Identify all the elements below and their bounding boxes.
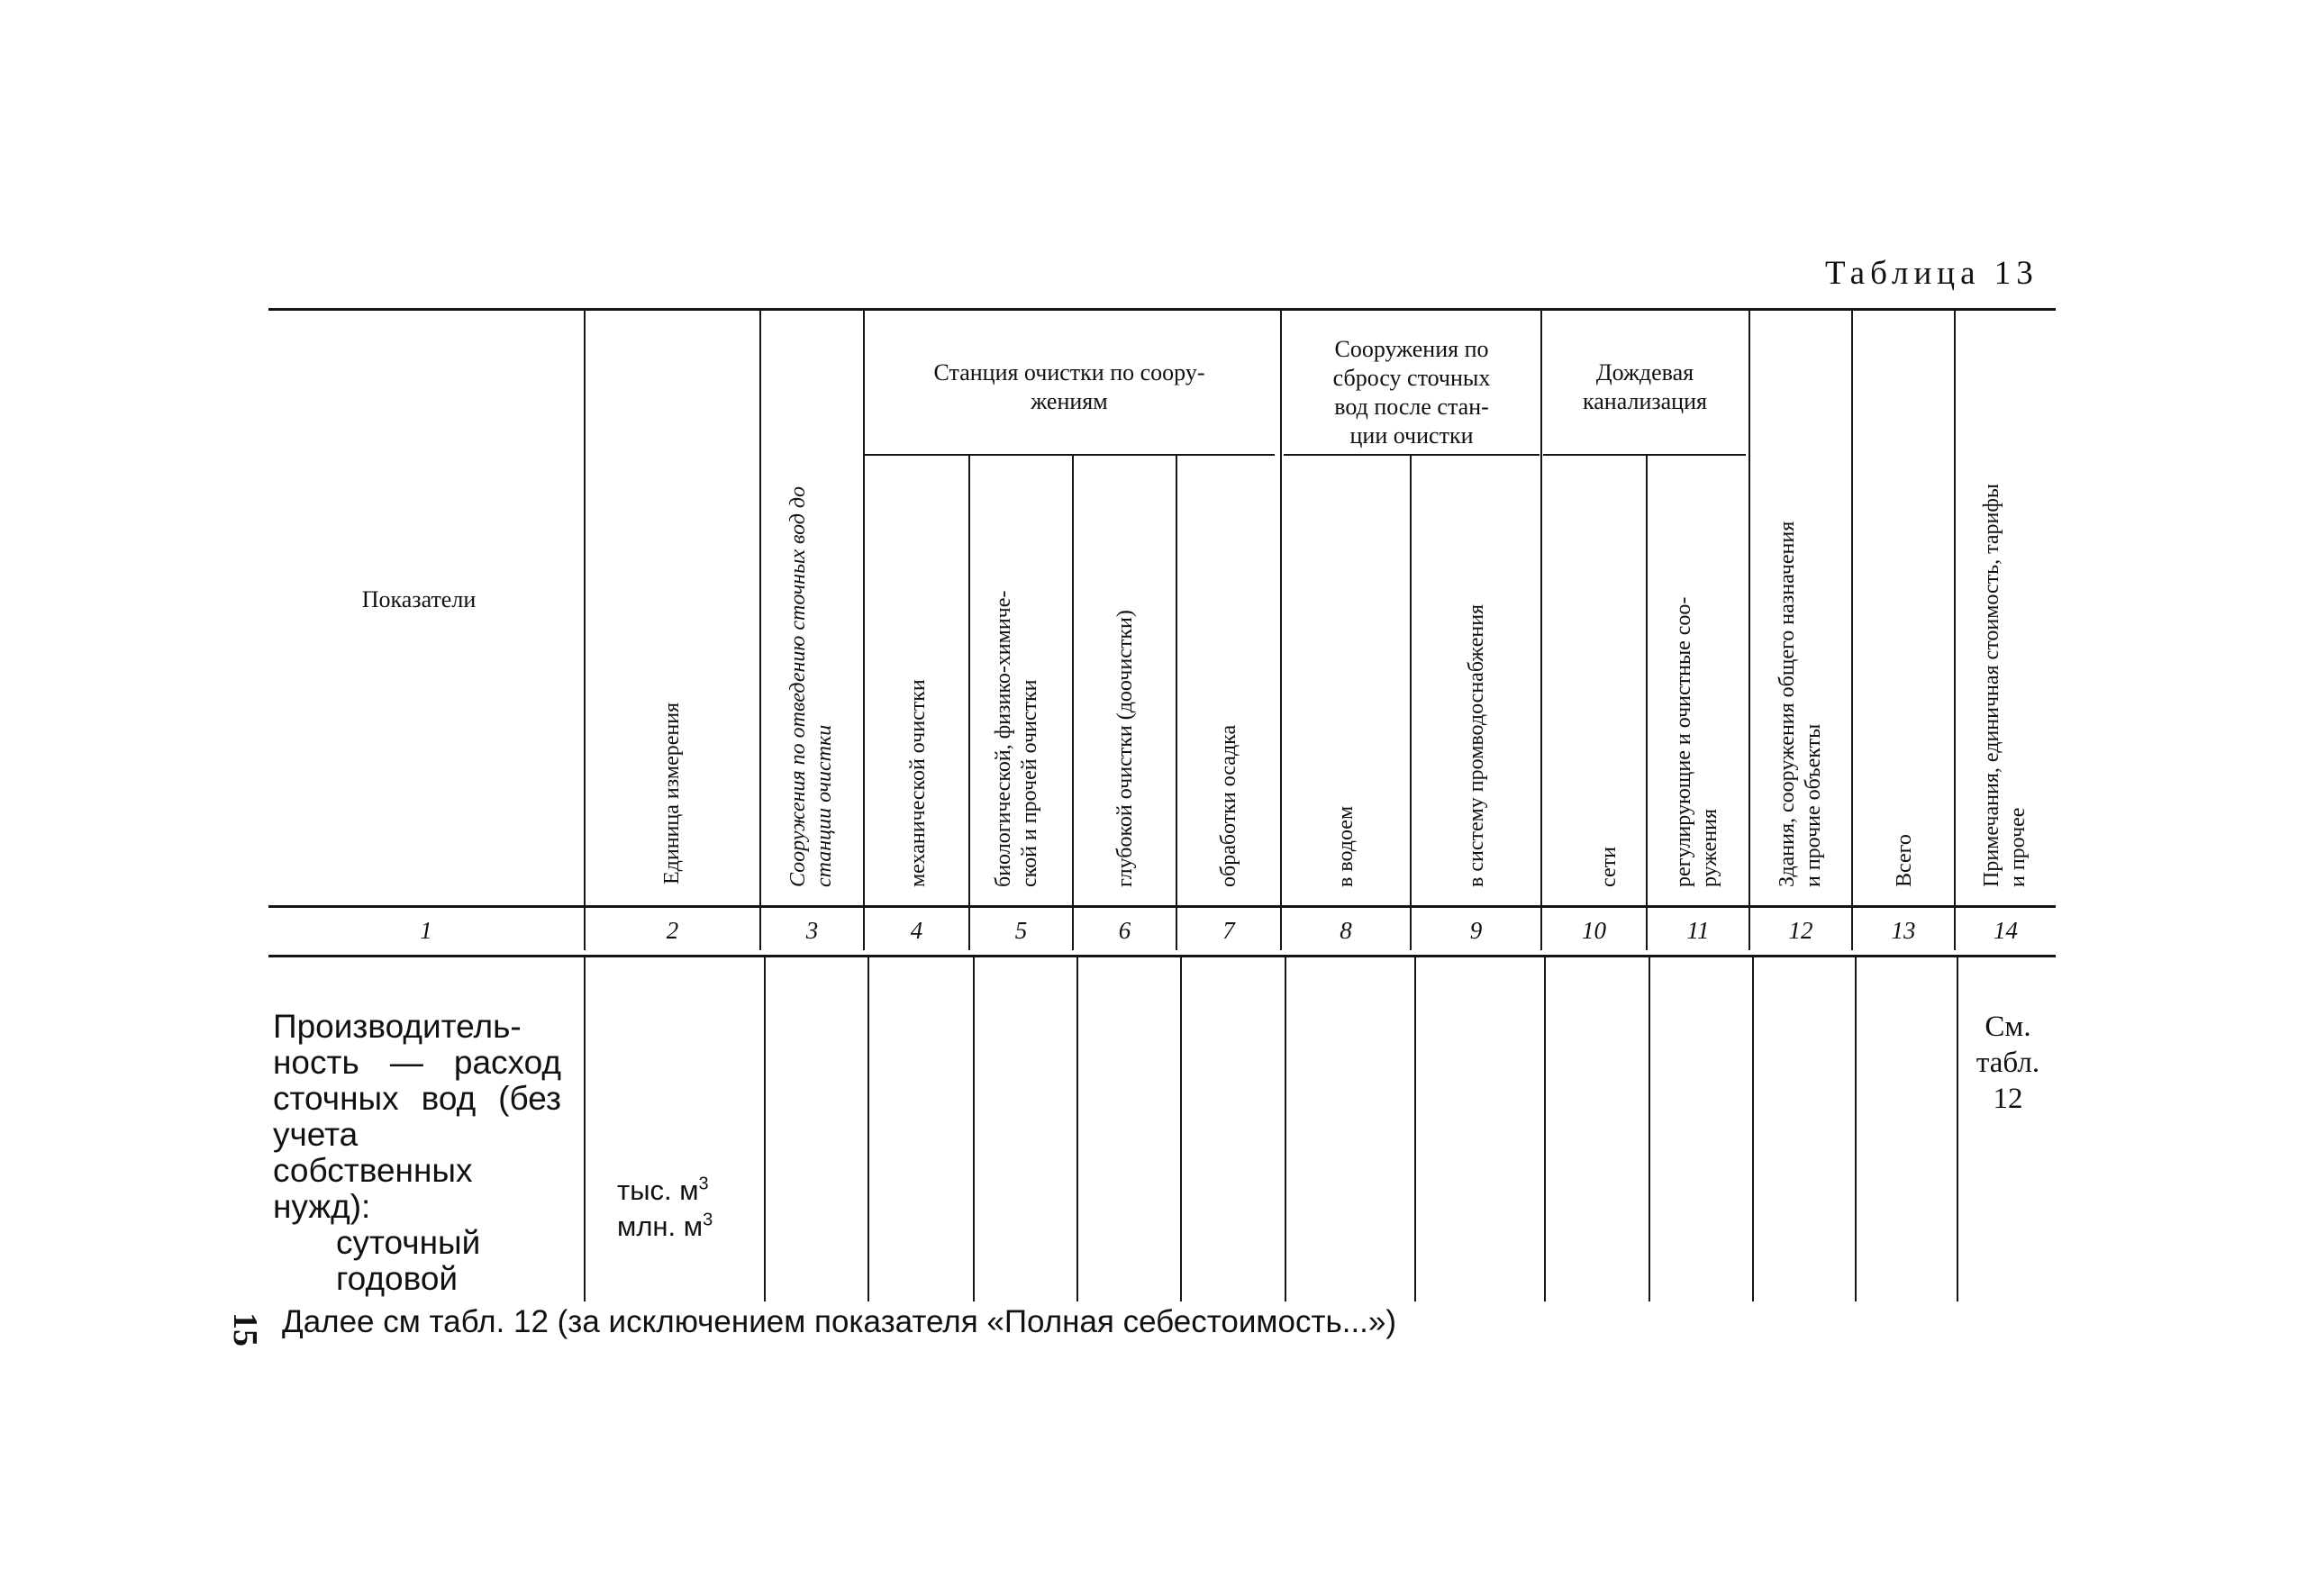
col-divider	[1280, 311, 1282, 950]
col-divider	[584, 311, 586, 950]
note-line: См.	[1985, 1011, 2031, 1043]
col-divider	[1180, 957, 1182, 1301]
table-title: Таблица 13	[1825, 255, 2039, 292]
col-divider	[1072, 456, 1074, 950]
col-divider	[973, 957, 975, 1301]
indicator-line: сточных вод (без	[273, 1080, 561, 1117]
header-col7: обработки осадка	[1217, 724, 1240, 887]
header-indicators: Показатели	[361, 586, 477, 612]
header-col9: в систему промводоснабжения	[1465, 603, 1488, 887]
header-col14-line1: Примечания, единичная стоимость, тарифы	[1980, 483, 2003, 887]
column-number: 1	[420, 917, 432, 944]
col-divider	[1649, 957, 1650, 1301]
column-number: 6	[1118, 917, 1131, 944]
header-col14-line2: и прочее	[2006, 807, 2030, 887]
column-number: 7	[1222, 917, 1235, 944]
row-note	[1960, 1009, 2056, 1117]
col-divider	[1414, 957, 1416, 1301]
header-col12-line1: Здания, сооружения общего назначения	[1776, 521, 1799, 887]
header-col10: сети	[1597, 847, 1621, 887]
group-rule-station	[865, 454, 1275, 456]
header-col3-line2: станции очистки	[813, 724, 836, 887]
col-divider	[1285, 957, 1286, 1301]
group-header-station	[867, 358, 1272, 416]
col-divider	[863, 311, 865, 950]
col-divider	[1752, 957, 1754, 1301]
group-discharge-line1: Сооружения по	[1334, 336, 1489, 362]
column-number: 4	[910, 917, 923, 944]
col-divider	[1176, 456, 1177, 950]
group-rule-discharge	[1284, 454, 1540, 456]
indicator-line: учета собственных	[273, 1116, 473, 1189]
header-bottom-rule	[268, 905, 2056, 908]
col-divider	[1544, 957, 1546, 1301]
header-col11-line1: регулирующие и очистные соо-	[1672, 596, 1695, 887]
column-number: 12	[1788, 917, 1813, 944]
header-col6: глубокой очистки (доочистки)	[1113, 610, 1137, 887]
group-rule-rain	[1543, 454, 1746, 456]
group-discharge-line3: вод после стан-	[1334, 394, 1489, 420]
group-discharge-line4: ции очистки	[1349, 422, 1474, 449]
note-line: табл.	[1976, 1047, 2040, 1079]
page-number: 15	[226, 1312, 264, 1347]
header-unit: Единица измерения	[660, 702, 684, 884]
group-rain-line2: канализация	[1583, 388, 1707, 414]
header-col3-line1: Сооружения по отведению сточных вод до	[786, 485, 810, 887]
group-station-line1: Станция очистки по соору-	[933, 359, 1205, 385]
column-number: 13	[1891, 917, 1916, 944]
header-col11-line2: ружения	[1698, 808, 1721, 887]
col-divider	[759, 311, 761, 950]
group-header-rain	[1542, 358, 1748, 416]
indicator-line: ность — расход	[273, 1044, 561, 1081]
col-divider	[1851, 311, 1853, 950]
column-number: 8	[1340, 917, 1352, 944]
indicator-line: нужд):	[273, 1188, 371, 1225]
column-number: 9	[1469, 917, 1483, 944]
column-number: 5	[1014, 917, 1028, 944]
column-number: 11	[1686, 917, 1710, 944]
header-col5-line1: биологической, физико-химиче-	[992, 590, 1015, 887]
col-divider	[1646, 456, 1648, 950]
header-col12-line2: и прочие объекты	[1802, 723, 1825, 887]
header-col5-line2: ской и прочей очистки	[1018, 679, 1041, 887]
header-col13: Всего	[1893, 834, 1916, 887]
group-header-discharge	[1284, 335, 1540, 450]
header-col4: механической очистки	[906, 679, 930, 887]
indicator-line: Производитель-	[273, 1008, 522, 1045]
unit-daily: тыс. $м^3$	[617, 1174, 709, 1206]
column-number: 3	[805, 917, 819, 944]
column-number: 14	[1994, 917, 2018, 944]
col-divider	[1076, 957, 1078, 1301]
col-divider	[1410, 456, 1412, 950]
col-divider	[968, 456, 970, 950]
indicator-daily: суточный	[336, 1224, 481, 1261]
col-divider	[1954, 311, 1956, 950]
note-line: 12	[1993, 1083, 2023, 1115]
indicator-annual: годовой	[336, 1260, 459, 1297]
group-discharge-line2: сбросу сточных	[1332, 365, 1491, 391]
col-divider	[867, 957, 869, 1301]
col-divider	[1957, 957, 1958, 1301]
table-top-rule	[268, 308, 2056, 311]
row-indicator	[273, 1009, 561, 1297]
row-units	[617, 1173, 713, 1245]
column-number: 10	[1582, 917, 1606, 944]
col-divider	[764, 957, 766, 1301]
footer-note: Далее см табл. 12 (за исключением показателя «Полная себестоимость...»)	[282, 1304, 1397, 1339]
group-station-line2: жениям	[1031, 388, 1108, 414]
header-col8: в водоем	[1334, 805, 1358, 887]
col-divider	[1748, 311, 1750, 950]
col-divider	[584, 957, 586, 1301]
unit-annual: млн. $м^3$	[617, 1210, 713, 1242]
group-rain-line1: Дождевая	[1595, 359, 1694, 385]
col-divider	[1855, 957, 1857, 1301]
numbers-bottom-rule	[268, 955, 2056, 957]
column-number: 2	[666, 917, 679, 944]
